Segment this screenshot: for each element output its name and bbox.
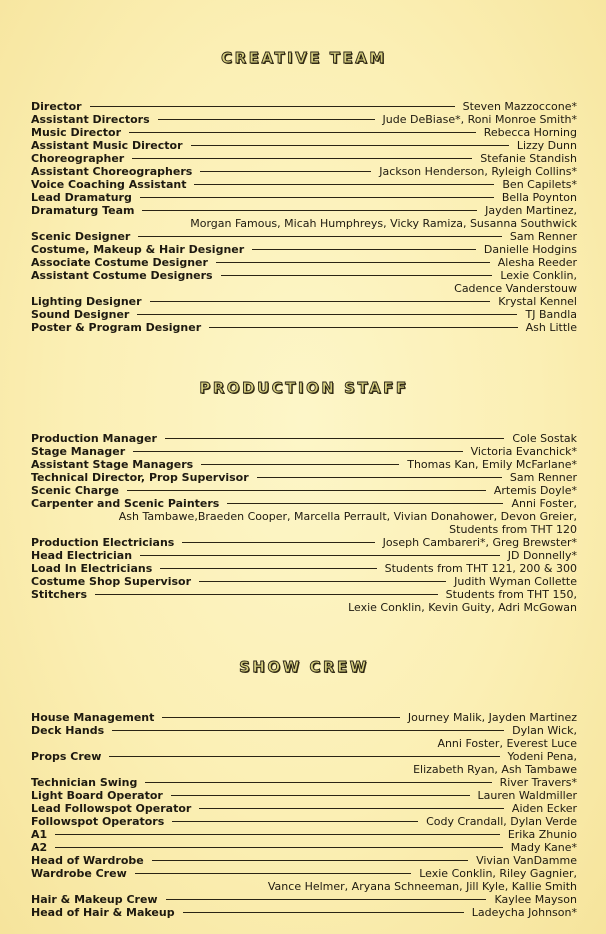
credit-names-continued: Vance Helmer, Aryana Schneeman, Jill Kyle, Kallie Smith (267, 880, 577, 893)
credit-row (31, 828, 577, 841)
credit-role: Dramaturg Team (31, 204, 135, 217)
credit-role: Associate Costume Designer (31, 256, 208, 269)
dotted-leader-line (152, 860, 468, 861)
credit-row (31, 243, 577, 256)
dotted-leader-line (199, 808, 504, 809)
dotted-leader-line (135, 873, 411, 874)
dotted-leader-line (201, 464, 399, 465)
credit-row (31, 789, 577, 802)
credit-names-continued: Lexie Conklin, Kevin Guity, Adri McGowan (348, 601, 577, 614)
credit-names: Sam Renner (509, 471, 577, 484)
credit-row (31, 484, 577, 497)
credits-list (31, 711, 577, 919)
credit-row (31, 588, 577, 601)
credit-names: Judith Wyman Collette (454, 575, 577, 588)
credit-row (31, 549, 577, 562)
credit-names-continued: Cadence Vanderstouw (454, 282, 577, 295)
credit-names: Kaylee Mayson (494, 893, 577, 906)
credit-names: Bella Poynton (501, 191, 577, 204)
credit-names: TJ Bandla (525, 308, 577, 321)
credit-names-continued: Elizabeth Ryan, Ash Tambawe (413, 763, 577, 776)
credit-role: A2 (31, 841, 48, 854)
dotted-leader-line (112, 730, 504, 731)
credit-role: Lead Followspot Operator (31, 802, 192, 815)
credit-role: Production Manager (31, 432, 157, 445)
credit-row (31, 178, 577, 191)
credit-role: Followspot Operators (31, 815, 165, 828)
credit-row (31, 854, 577, 867)
credit-row (31, 113, 577, 126)
credit-role: Assistant Costume Designers (31, 269, 213, 282)
dotted-leader-line (252, 249, 476, 250)
credit-role: Lighting Designer (31, 295, 142, 308)
credit-names: Sam Renner (509, 230, 577, 243)
credit-role: Load In Electricians (31, 562, 153, 575)
credit-names-continued: Ash Tambawe,Braeden Cooper, Marcella Perrault, Vivian Donahower, Devon Greier, (118, 510, 577, 523)
credit-row (31, 536, 577, 549)
credit-role: Sound Designer (31, 308, 130, 321)
credit-row (31, 893, 577, 906)
credit-names: Ash Little (525, 321, 577, 334)
credit-names: Ben Capilets* (502, 178, 577, 191)
credit-row (31, 191, 577, 204)
section-title-show-crew: SHOW CREW (239, 658, 369, 676)
credit-role: Assistant Music Director (31, 139, 183, 152)
credit-role: Stitchers (31, 588, 87, 601)
credit-role: Wardrobe Crew (31, 867, 127, 880)
credit-row (31, 906, 577, 919)
credit-role: Hair & Makeup Crew (31, 893, 158, 906)
credit-row (31, 204, 577, 217)
credit-names: Steven Mazzoccone* (462, 100, 577, 113)
credit-role: Scenic Designer (31, 230, 131, 243)
credit-role: Stage Manager (31, 445, 126, 458)
credit-names: Victoria Evanchick* (470, 445, 577, 458)
dotted-leader-line (145, 782, 492, 783)
credit-names: Lizzy Dunn (516, 139, 577, 152)
dotted-leader-line (140, 555, 500, 556)
credit-names: Danielle Hodgins (483, 243, 577, 256)
credit-names: Artemis Doyle* (493, 484, 577, 497)
credit-names: Yodeni Pena, (507, 750, 577, 763)
credit-row (31, 100, 577, 113)
dotted-leader-line (182, 542, 375, 543)
dotted-leader-line (55, 847, 503, 848)
dotted-leader-line (216, 262, 490, 263)
credit-role: Props Crew (31, 750, 102, 763)
credit-row (31, 562, 577, 575)
credit-row (31, 269, 577, 282)
dotted-leader-line (127, 490, 486, 491)
credit-row (31, 711, 577, 724)
credit-role: House Management (31, 711, 155, 724)
dotted-leader-line (171, 795, 470, 796)
credit-names: JD Donnelly* (507, 549, 577, 562)
dotted-leader-line (133, 451, 463, 452)
credit-role: A1 (31, 828, 48, 841)
dotted-leader-line (194, 184, 494, 185)
credit-names: Journey Malik, Jayden Martinez (407, 711, 577, 724)
credit-names: Students from THT 150, (445, 588, 577, 601)
dotted-leader-line (257, 477, 502, 478)
dotted-leader-line (209, 327, 518, 328)
dotted-leader-line (160, 568, 377, 569)
creative-team-section (31, 49, 577, 334)
credit-names-continued: Anni Foster, Everest Luce (437, 737, 577, 750)
credit-names: Aiden Ecker (511, 802, 577, 815)
credit-names: Mady Kane* (510, 841, 577, 854)
credit-role: Technician Swing (31, 776, 138, 789)
credit-names: Lexie Conklin, (500, 269, 577, 282)
credit-names: Dylan Wick, (512, 724, 577, 737)
credit-names: Jackson Henderson, Ryleigh Collins* (379, 165, 577, 178)
credit-names: Anni Foster, (511, 497, 577, 510)
dotted-leader-line (158, 119, 375, 120)
credit-role: Head of Wardrobe (31, 854, 144, 867)
dotted-leader-line (140, 197, 494, 198)
credit-names: Krystal Kennel (498, 295, 577, 308)
dotted-leader-line (150, 301, 490, 302)
credit-row (31, 445, 577, 458)
credit-names-continued: Students from THT 120 (449, 523, 577, 536)
credit-role: Poster & Program Designer (31, 321, 202, 334)
credit-row (31, 802, 577, 815)
credit-role: Technical Director, Prop Supervisor (31, 471, 249, 484)
credit-names: Thomas Kan, Emily McFarlane* (407, 458, 577, 471)
section-title-production-staff: PRODUCTION STAFF (199, 379, 409, 397)
credit-row (31, 724, 577, 737)
credit-row (31, 497, 577, 510)
dotted-leader-line (109, 756, 500, 757)
dotted-leader-line (90, 106, 455, 107)
credit-names: Joseph Cambareri*, Greg Brewster* (382, 536, 577, 549)
dotted-leader-line (129, 132, 476, 133)
credit-role: Assistant Choreographers (31, 165, 193, 178)
credit-names: Rebecca Horning (483, 126, 577, 139)
credit-role: Music Director (31, 126, 121, 139)
credit-names: Cody Crandall, Dylan Verde (426, 815, 577, 828)
credit-names-continued: Morgan Famous, Micah Humphreys, Vicky Ramiza, Susanna Southwick (190, 217, 577, 230)
dotted-leader-line (142, 210, 477, 211)
credit-row (31, 432, 577, 445)
credit-role: Deck Hands (31, 724, 105, 737)
credit-names: Jude DeBiase*, Roni Monroe Smith* (382, 113, 577, 126)
credit-role: Director (31, 100, 82, 113)
credit-row (31, 458, 577, 471)
credit-row (31, 776, 577, 789)
dotted-leader-line (183, 912, 464, 913)
credit-names: Stefanie Standish (480, 152, 577, 165)
credit-role: Costume, Makeup & Hair Designer (31, 243, 245, 256)
credit-row (31, 230, 577, 243)
credits-list (31, 432, 577, 614)
credit-row (31, 139, 577, 152)
dotted-leader-line (166, 899, 486, 900)
dotted-leader-line (221, 275, 492, 276)
credit-row (31, 321, 577, 334)
credit-role: Production Electricians (31, 536, 175, 549)
dotted-leader-line (162, 717, 400, 718)
dotted-leader-line (165, 438, 504, 439)
dotted-leader-line (172, 821, 418, 822)
production-staff-section (31, 379, 577, 614)
credit-names: Erika Zhunio (507, 828, 577, 841)
credit-names: River Travers* (499, 776, 577, 789)
credit-row (31, 165, 577, 178)
section-title-creative-team: CREATIVE TEAM (221, 49, 387, 67)
dotted-leader-line (95, 594, 438, 595)
show-crew-section (31, 658, 577, 919)
dotted-leader-line (199, 581, 446, 582)
credit-row (31, 575, 577, 588)
credit-row (31, 152, 577, 165)
credit-row (31, 867, 577, 880)
credit-row (31, 308, 577, 321)
credit-role: Head Electrician (31, 549, 133, 562)
credit-names: Ladeycha Johnson* (471, 906, 577, 919)
dotted-leader-line (132, 158, 472, 159)
credit-row (31, 750, 577, 763)
dotted-leader-line (138, 236, 502, 237)
credit-names: Cole Sostak (512, 432, 577, 445)
credit-row (31, 471, 577, 484)
dotted-leader-line (137, 314, 517, 315)
credit-role: Carpenter and Scenic Painters (31, 497, 220, 510)
credit-row (31, 295, 577, 308)
credit-row (31, 841, 577, 854)
credit-role: Lead Dramaturg (31, 191, 132, 204)
credit-role: Scenic Charge (31, 484, 119, 497)
dotted-leader-line (200, 171, 371, 172)
credit-names: Lexie Conklin, Riley Gagnier, (419, 867, 577, 880)
credit-row (31, 256, 577, 269)
credit-names: Alesha Reeder (497, 256, 577, 269)
dotted-leader-line (191, 145, 509, 146)
credit-names: Vivian VanDamme (476, 854, 577, 867)
dotted-leader-line (227, 503, 503, 504)
credit-role: Voice Coaching Assistant (31, 178, 187, 191)
credits-list (31, 100, 577, 334)
credit-names: Jayden Martinez, (485, 204, 577, 217)
credit-names: Students from THT 121, 200 & 300 (384, 562, 577, 575)
credit-row (31, 126, 577, 139)
credit-role: Assistant Stage Managers (31, 458, 194, 471)
credit-role: Costume Shop Supervisor (31, 575, 192, 588)
credit-names: Lauren Waldmiller (477, 789, 577, 802)
dotted-leader-line (55, 834, 500, 835)
credit-role: Head of Hair & Makeup (31, 906, 175, 919)
credit-row (31, 815, 577, 828)
credit-role: Choreographer (31, 152, 125, 165)
credit-role: Light Board Operator (31, 789, 163, 802)
credit-role: Assistant Directors (31, 113, 150, 126)
